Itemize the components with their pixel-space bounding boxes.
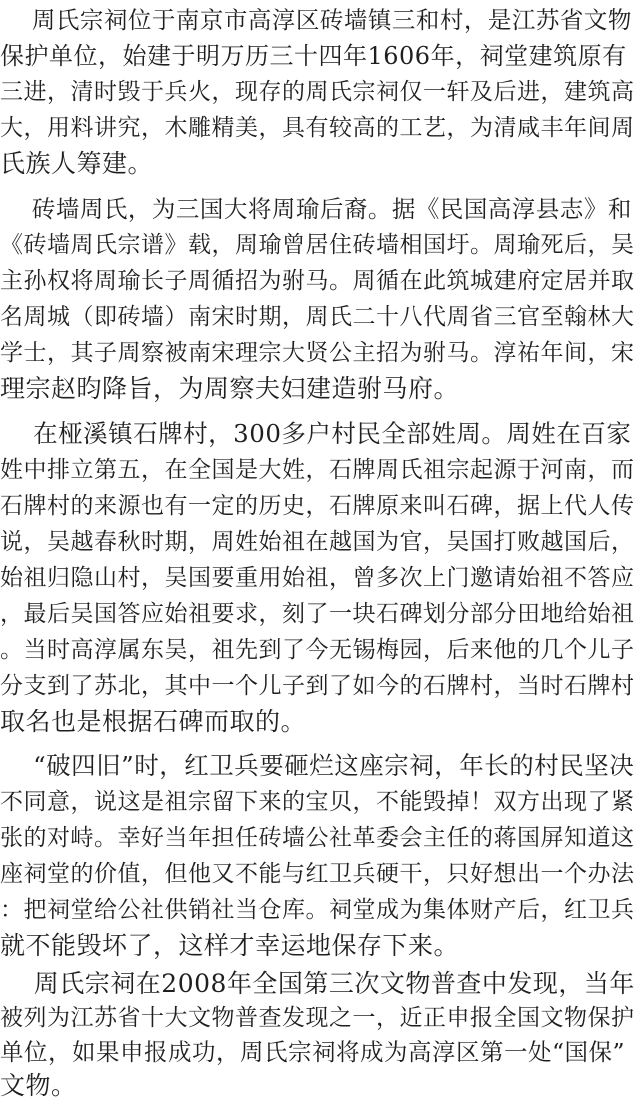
paragraph-3-line-4: 说，吴越春秋时期，周姓始祖在越国为官，吴国打败越国后， (0, 529, 635, 555)
paragraph-4-line-2: 不同意，说这是祖宗留下来的宝贝，不能毁掉！双方出现了紧 (0, 789, 635, 815)
paragraph-1-line-4: 大，用料讲究，木雕精美，具有较高的工艺，为清咸丰年间周 (0, 115, 635, 141)
paragraph-2-line-4: 名周城（即砖墙）南宋时期，周氏二十八代周省三官至翰林大 (0, 304, 635, 330)
paragraph-4-line-3: 张的对峙。幸好当年担任砖墙公社革委会主任的蒋国屏知道这 (0, 825, 635, 851)
paragraph-2-line-6: 理宗赵昀降旨，为周察夫妇建造驸马府。 (0, 374, 460, 403)
paragraph-2-line-5: 学士，其子周察被南宋理宗大贤公主招为驸马。淳祐年间，宋 (0, 340, 635, 366)
paragraph-3-line-1: 在桠溪镇石牌村，300多户村民全部姓周。周姓在百家 (0, 419, 632, 448)
paragraph-3-line-3: 石牌村的来源也有一定的历史，石牌原来叫石碑，据上代人传 (0, 493, 635, 519)
paragraph-3-line-8: 分支到了苏北，其中一个儿子到了如今的石牌村，当时石牌村 (0, 673, 635, 699)
paragraph-4-line-6: 就不能毁坏了，这样才幸运地保存下来。 (0, 931, 460, 960)
paragraph-1-line-5: 氏族人筹建。 (0, 149, 154, 178)
paragraph-3-line-9: 取名也是根据石碑而取的。 (0, 707, 307, 736)
paragraph-1-line-1: 周氏宗祠位于南京市高淳区砖墙镇三和村，是江苏省文物 (0, 6, 632, 34)
paragraph-2-line-3: 主孙权将周瑜长子周循招为驸马。周循在此筑城建府定居并取 (0, 268, 635, 294)
paragraph-3-line-5: 始祖归隐山村，吴国要重用始祖，曾多次上门邀请始祖不答应 (0, 565, 635, 591)
paragraph-3-line-7: 。当时高淳属东吴，祖先到了今无锡梅园，后来他的几个儿子 (0, 637, 635, 663)
paragraph-5-line-4: 文物。 (0, 1071, 77, 1100)
paragraph-3-line-6: ，最后吴国答应始祖要求，刻了一块石碑划分部分田地给始祖 (0, 601, 635, 627)
paragraph-5-line-3: 单位，如果申报成功，周氏宗祠将成为高淳区第一处“国保” (0, 1038, 626, 1066)
paragraph-2-line-2: 《砖墙周氏宗谱》载，周瑜曾居住砖墙相国圩。周瑜死后，吴 (0, 232, 635, 258)
paragraph-1-line-2: 保护单位，始建于明万历三十四年1606年，祠堂建筑原有 (0, 42, 627, 70)
paragraph-4-line-5: ：把祠堂给公社供销社当仓库。祠堂成为集体财产后，红卫兵 (0, 897, 635, 923)
paragraph-1-line-3: 三进，清时毁于兵火，现存的周氏宗祠仅一轩及后进，建筑高 (0, 79, 635, 105)
paragraph-2-line-1: 砖墙周氏，为三国大将周瑜后裔。据《民国高淳县志》和 (0, 195, 632, 223)
paragraph-4-line-4: 座祠堂的价值，但他又不能与红卫兵硬干，只好想出一个办法 (0, 861, 635, 887)
paragraph-3-line-2: 姓中排立第五，在全国是大姓，石牌周氏祖宗起源于河南，而 (0, 457, 635, 483)
paragraph-5-line-1: 周氏宗祠在2008年全国第三次文物普查中发现，当年 (0, 969, 635, 998)
paragraph-5-line-2: 被列为江苏省十大文物普查发现之一，近正申报全国文物保护 (0, 1005, 635, 1031)
paragraph-4-line-1: “破四旧”时，红卫兵要砸烂这座宗祠，年长的村民坚决 (0, 751, 635, 780)
